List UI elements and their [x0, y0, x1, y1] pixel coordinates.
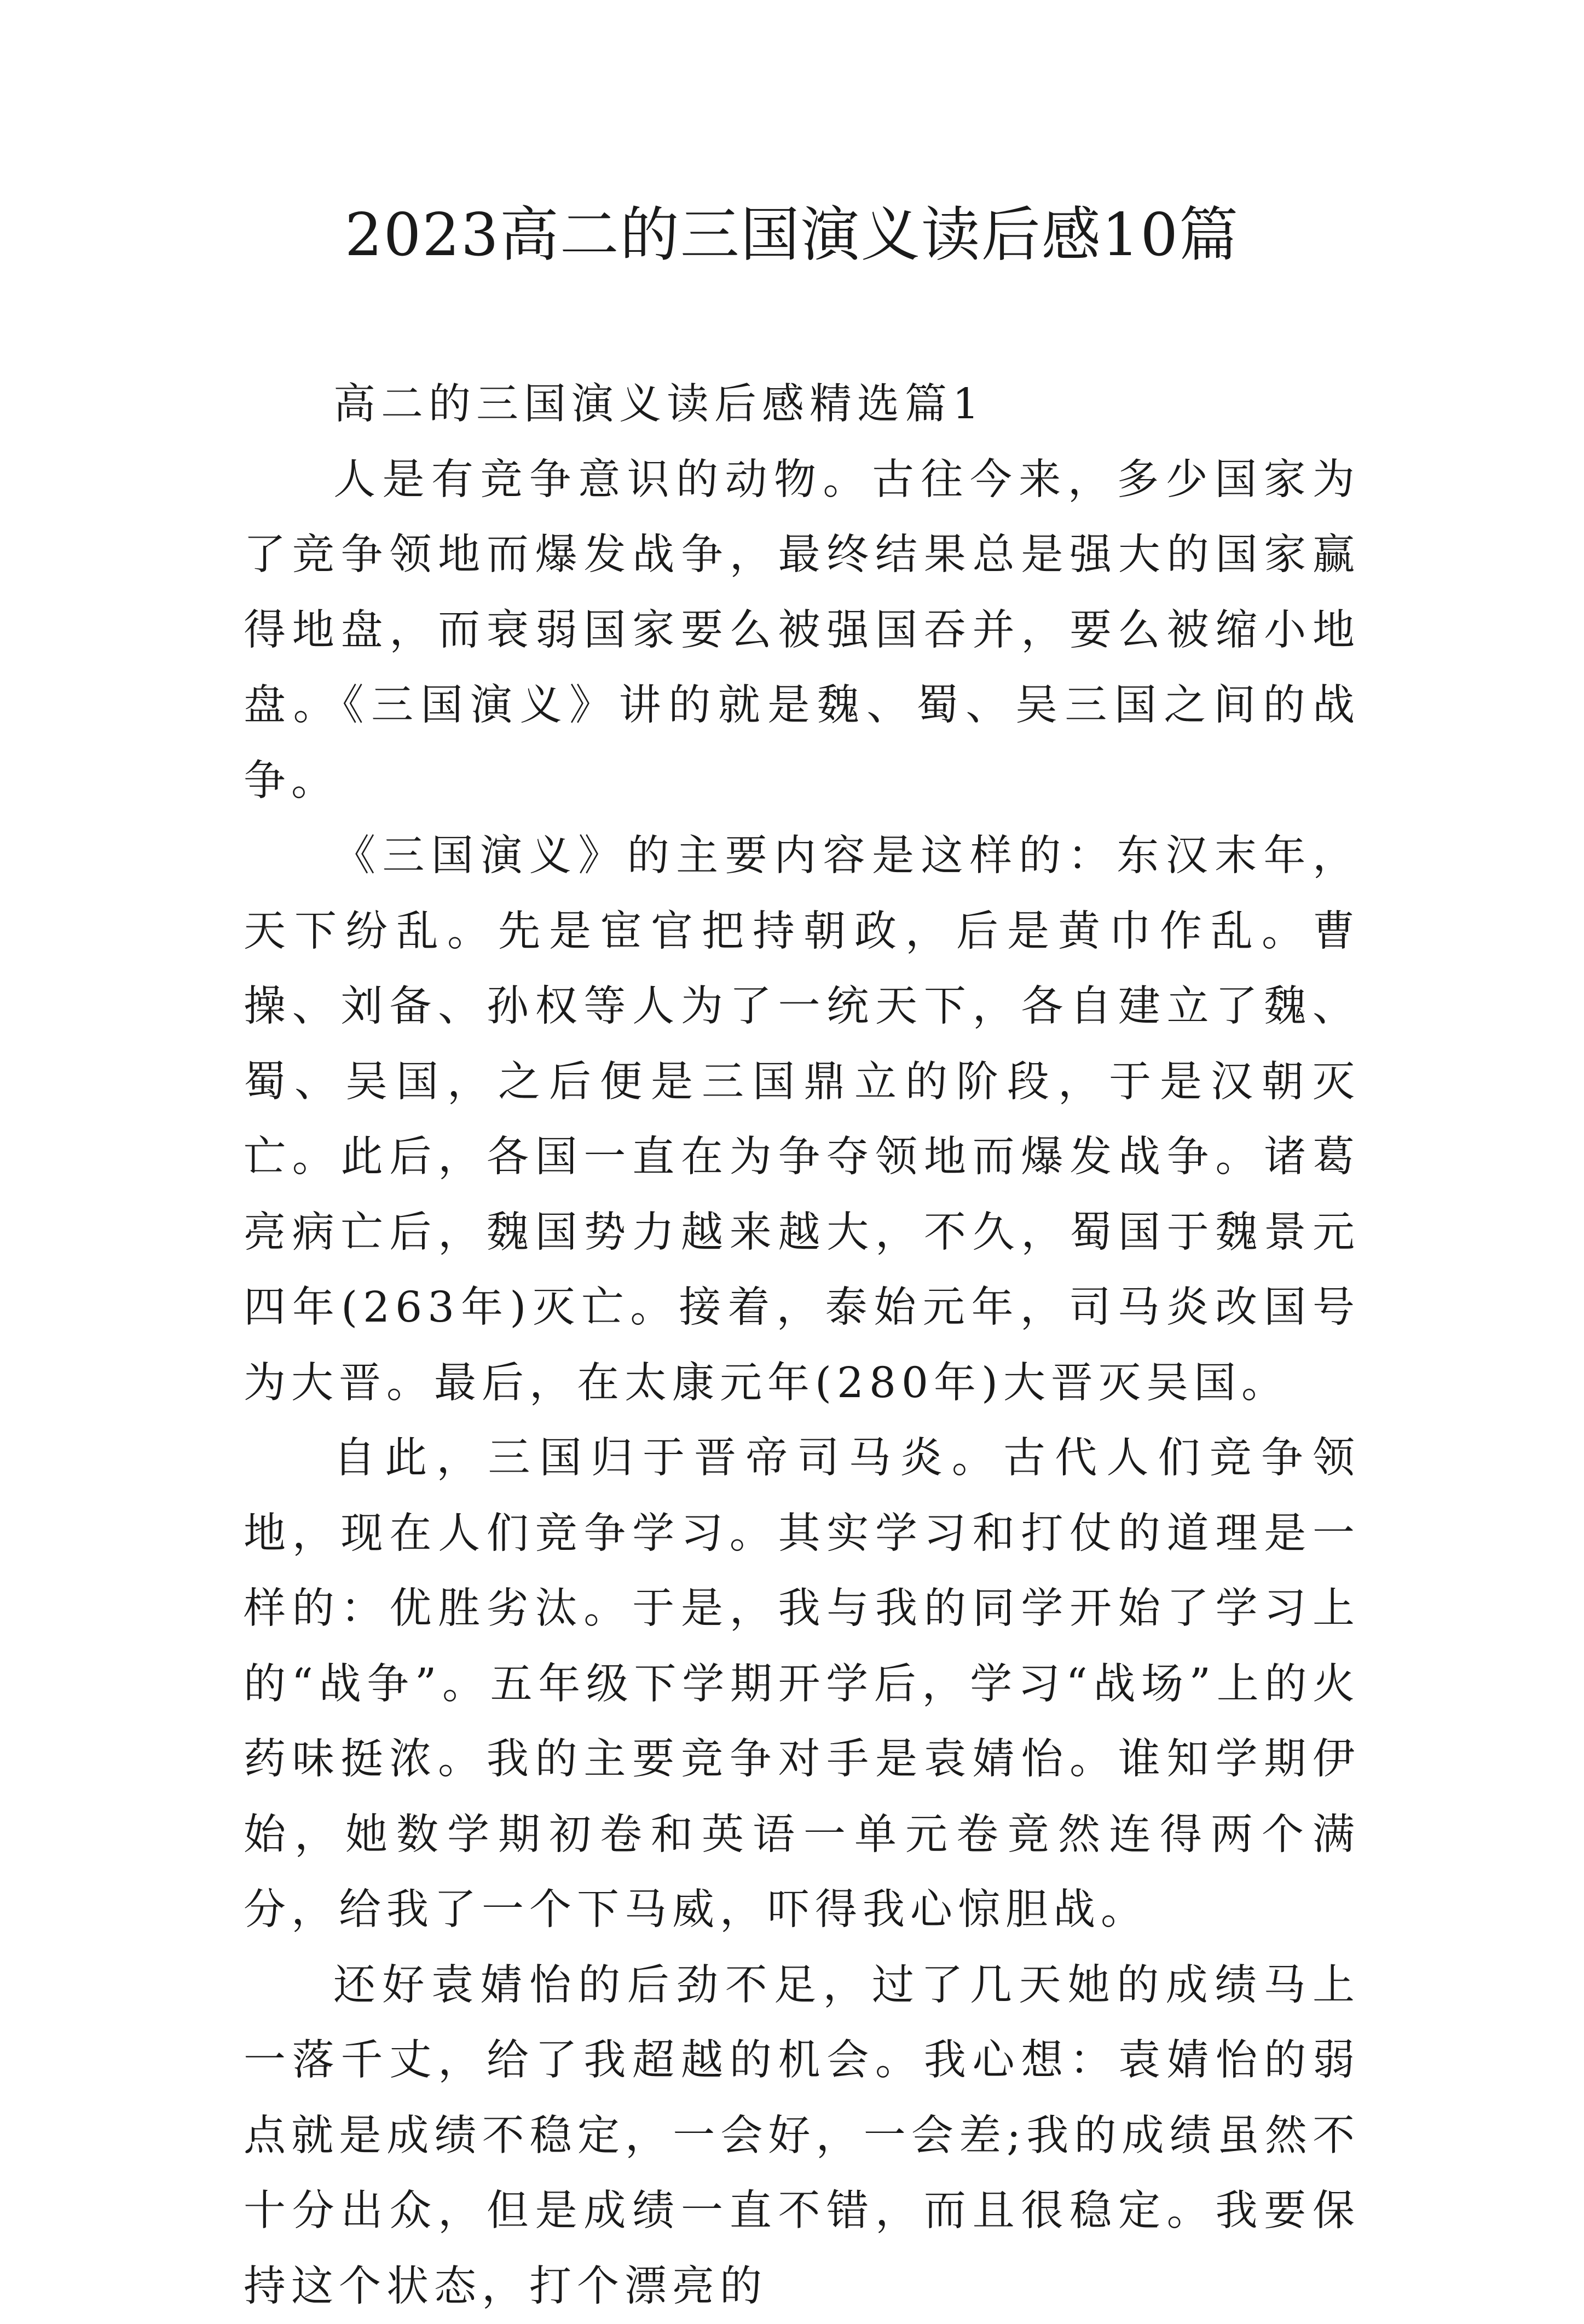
section-heading: 高二的三国演义读后感精选篇1 [244, 367, 1360, 442]
paragraph-2: 《三国演义》的主要内容是这样的：东汉末年，天下纷乱。先是宦官把持朝政，后是黄巾作乱。曹操、刘备、孙权等人为了一统天下，各自建立了魏、蜀、吴国，之后便是三国鼎立的阶段，于是汉朝灭亡。此后，各国一直在为争夺领地而爆发战争。诸葛亮病亡后，魏国势力越来越大，不久，蜀国于魏景元四年(263年)灭亡。接着，泰始元年，司马炎改国号为大晋。最后，在太康元年(280年)大晋灭吴国。 [244, 818, 1360, 1421]
paragraph-3: 自此，三国归于晋帝司马炎。古代人们竞争领地，现在人们竞争学习。其实学习和打仗的道理是一样的：优胜劣汰。于是，我与我的同学开始了学习上的“战争”。五年级下学期开学后，学习“战场”上的火药味挺浓。我的主要竞争对手是袁婧怡。谁知学期伊始，她数学期初卷和英语一单元卷竟然连得两个满分，给我了一个下马威，吓得我心惊胆战。 [244, 1421, 1360, 1948]
document-title: 2023高二的三国演义读后感10篇 [0, 197, 1584, 274]
paragraph-4: 还好袁婧怡的后劲不足，过了几天她的成绩马上一落千丈，给了我超越的机会。我心想：袁婧怡的弱点就是成绩不稳定，一会好，一会差;我的成绩虽然不十分出众，但是成绩一直不错，而且很稳定。我要保持这个状态，打个漂亮的 [244, 1948, 1360, 2324]
document-body [244, 367, 1360, 2324]
paragraph-1: 人是有竞争意识的动物。古往今来，多少国家为了竞争领地而爆发战争，最终结果总是强大的国家赢得地盘，而衰弱国家要么被强国吞并，要么被缩小地盘。《三国演义》讲的就是魏、蜀、吴三国之间的战争。 [244, 442, 1360, 819]
